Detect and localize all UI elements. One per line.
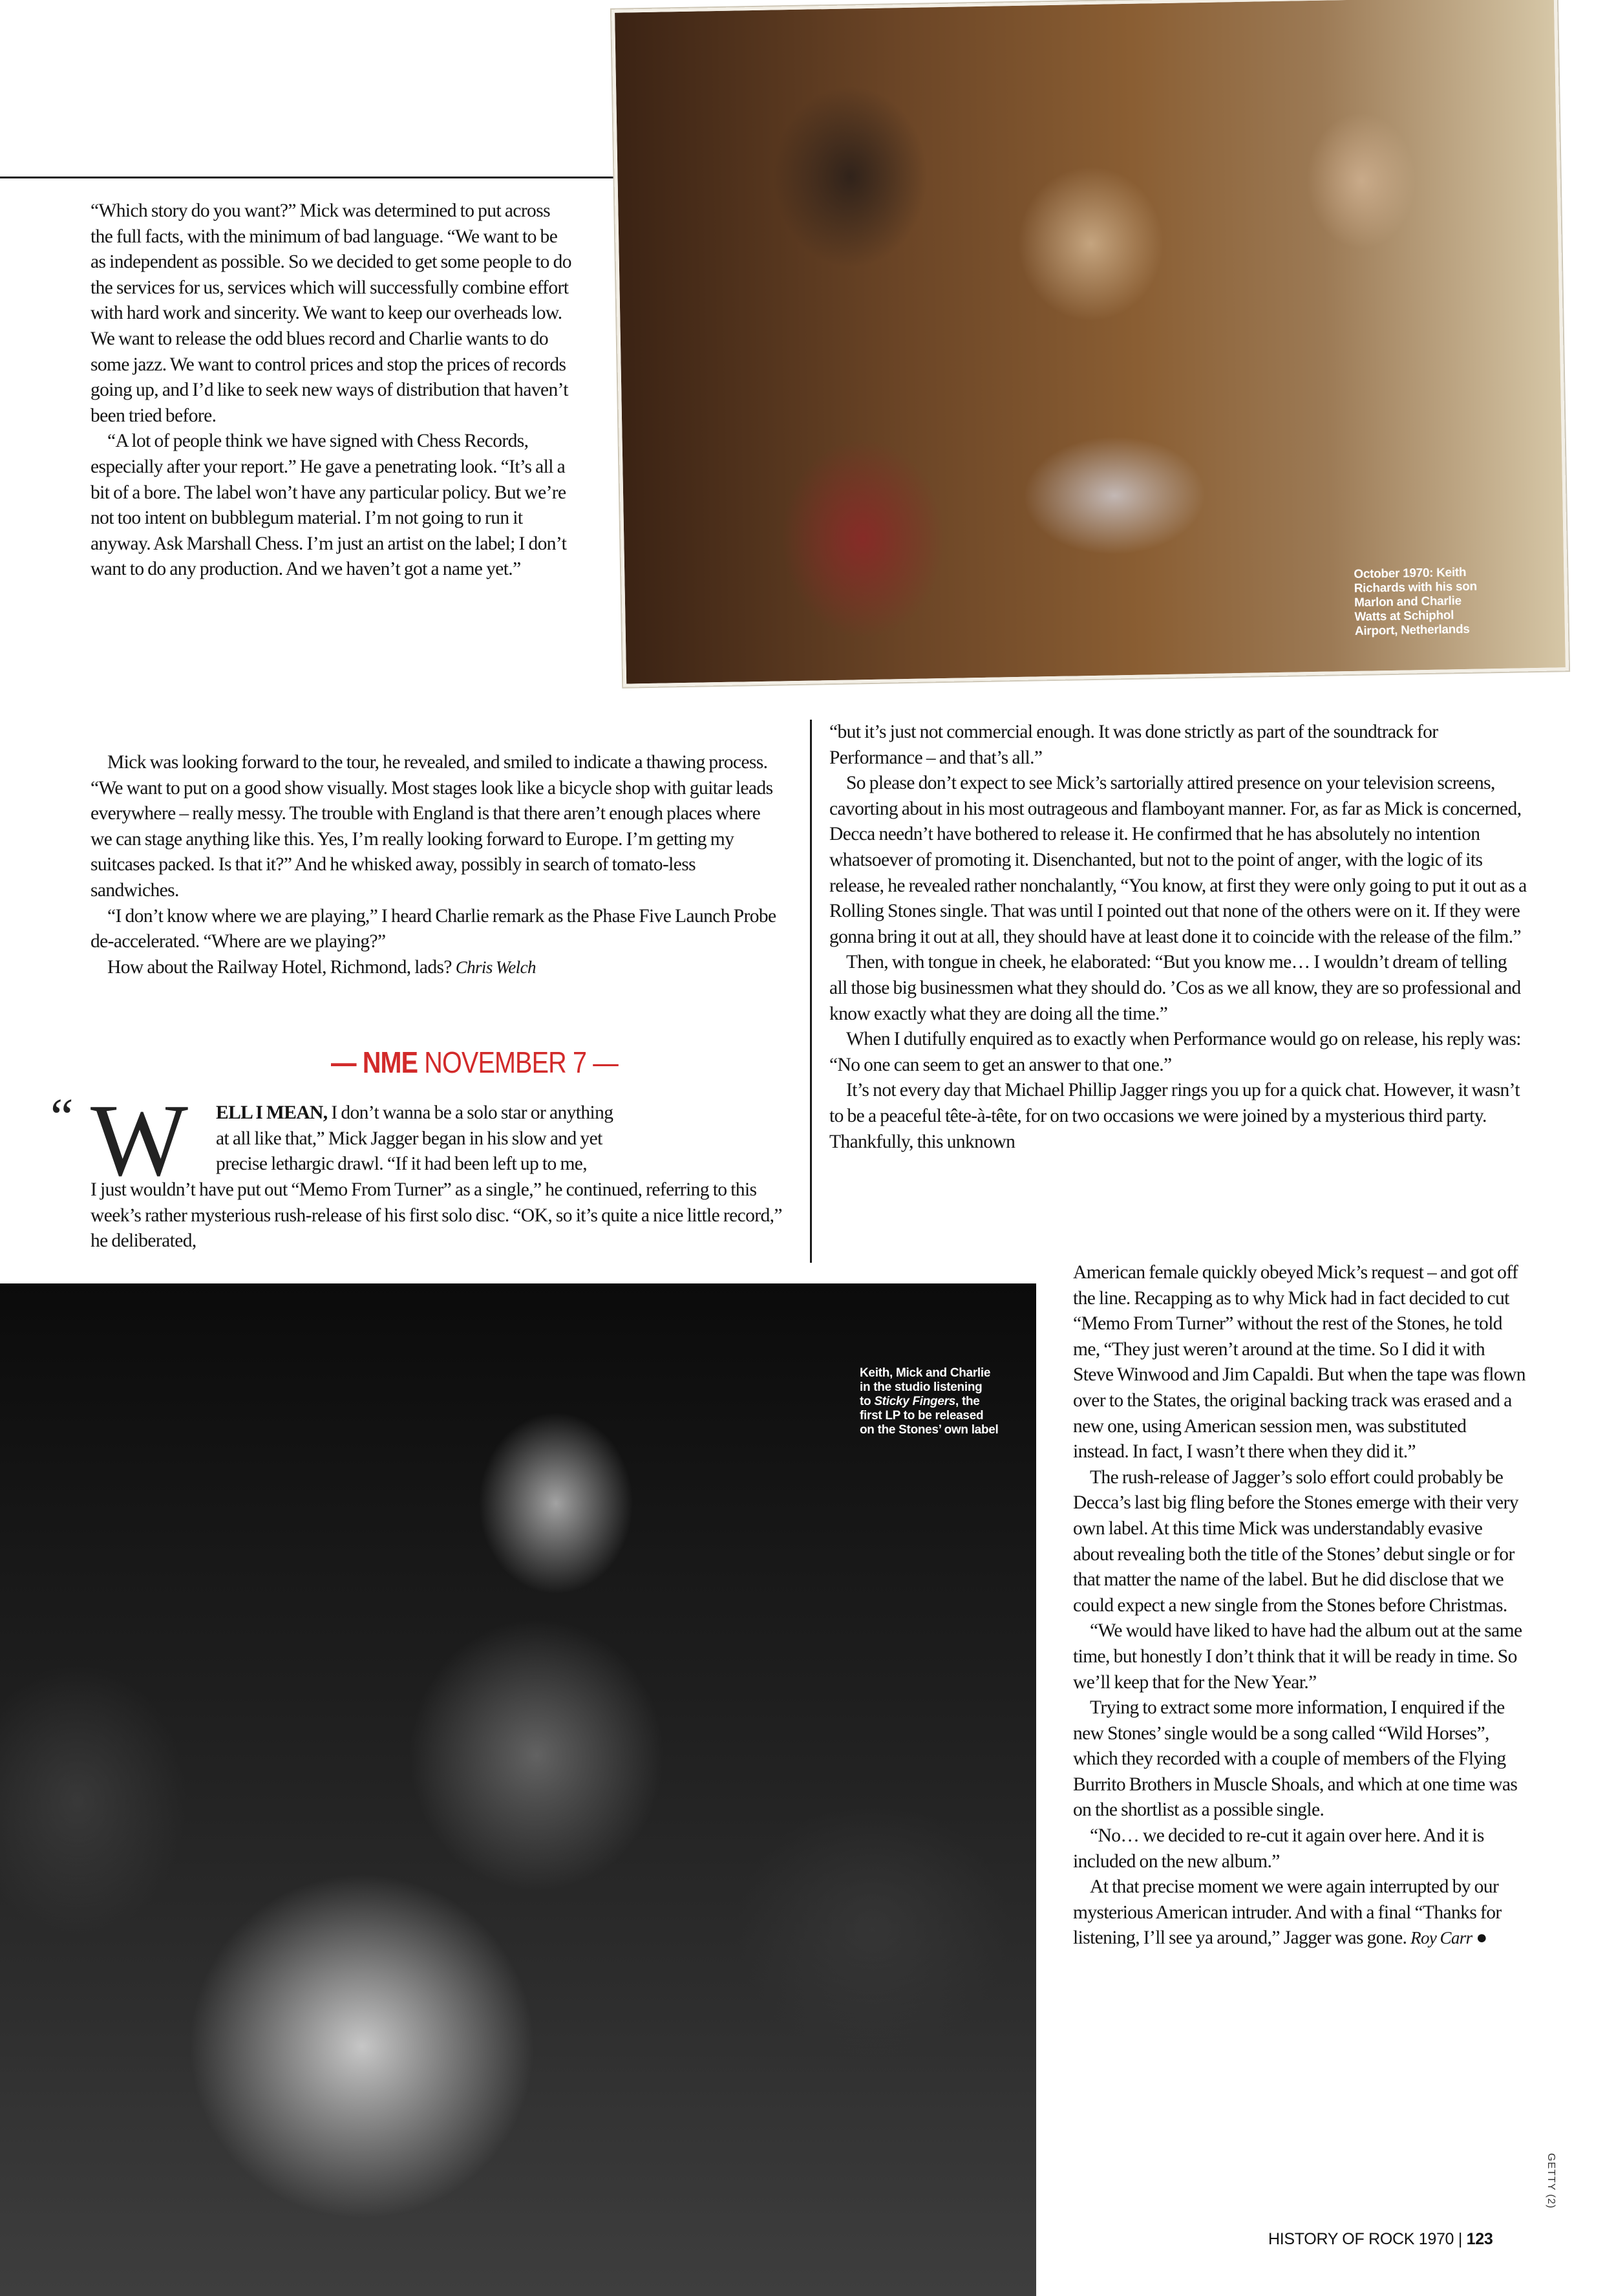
paragraph-text: How about the Railway Hotel, Richmond, lads?	[107, 956, 452, 978]
paragraph: “but it’s just not commercial enough. It was done strictly as part of the soundtrack for Performance – and that’s all.”	[829, 722, 1438, 768]
paragraph: I just wouldn’t have put out “Memo From Turner” as a single,” he continued, referring to this week’s rather mysterious rush-release of his first solo disc. “OK, so it’s quite a nice little record,” he deliberated,	[90, 1179, 782, 1252]
column-right	[1073, 1260, 1526, 1951]
paragraph: It’s not every day that Michael Phillip Jagger rings you up for a quick chat. However, it wasn’t to be a peaceful tête-à-tête, for on two occasions we were joined by a mysterious third party. Thankfully, this unknown	[829, 1080, 1520, 1152]
caption-line	[860, 1395, 999, 1409]
caption-line: Marlon and Charlie	[1354, 594, 1462, 610]
nov-intro-rest	[90, 1177, 785, 1254]
paragraph: “We would have liked to have had the album out at the same time, but honestly I don’t think that it will be ready in time. So we’ll keep that for the New Year.”	[1073, 1620, 1522, 1693]
end-bullet-icon: ●	[1476, 1927, 1487, 1949]
top-rule	[0, 177, 621, 178]
paragraph: So please don’t expect to see Mick’s sartorially attired presence on your television screens, cavorting about in his most outrageous and flamboyant manner. For, as far as Mick is concerned, Decca needn’t have bothered to release it. He confirmed that he has absolutely no intention whatsoever of promoting it. Disenchanted, but not to the point of anger, with the logic of its release, he revealed rather nonchalantly, “You know, at first they were only going to put it out as a Rolling Stones single. That was until I pointed out that none of the others were on it. If they were gonna bring it out at all, they should have at least done it to coincide with the release of the film.”	[829, 773, 1527, 947]
dropcap-quote: “	[50, 1089, 74, 1146]
caption-line: Richards with his son	[1354, 579, 1478, 595]
folio-separator: |	[1454, 2230, 1467, 2248]
page-number: 123	[1466, 2230, 1493, 2248]
paragraph	[90, 955, 779, 981]
caption-line: in the studio listening	[860, 1380, 983, 1394]
paragraph: Then, with tongue in cheek, he elaborated: “But you know me… I wouldn’t dream of telling all those big businessmen what they should do. ’Cos as we all know, they are so professional and know exactly what they are doing all the time.”	[829, 952, 1521, 1024]
photo-caption-top	[1354, 566, 1478, 639]
column-divider	[810, 720, 812, 1263]
paragraph	[1073, 1874, 1526, 1951]
page-folio	[1268, 2230, 1493, 2249]
photo-keith-marlon-charlie	[611, 0, 1569, 687]
date-label: NOVEMBER 7 —	[424, 1046, 618, 1079]
caption-text: , the	[955, 1395, 980, 1408]
intro-lead: ELL I MEAN,	[216, 1102, 328, 1123]
intro-line: at all like that,” Mick Jagger began in his slow and yet	[216, 1128, 602, 1149]
caption-line: on the Stones’ own label	[860, 1423, 999, 1437]
nov-intro-lines	[216, 1100, 785, 1177]
byline: Chris Welch	[455, 957, 536, 977]
section-date-heading	[331, 1045, 618, 1080]
paragraph-text: At that precise moment we were again interrupted by our mysterious American intruder. And with a final “Thanks for listening, I’ll see ya around,” Jagger was gone.	[1073, 1876, 1502, 1949]
column-left-mid	[90, 750, 779, 980]
byline: Roy Carr	[1410, 1928, 1472, 1948]
paragraph: When I dutifully enquired as to exactly when Performance would go on release, his reply was: “No one can seem to get an answer to that one.”	[829, 1029, 1521, 1075]
caption-line: Airport, Netherlands	[1354, 622, 1470, 638]
caption-line: October 1970: Keith	[1354, 565, 1467, 581]
paragraph: “Which story do you want?” Mick was determined to put across the full facts, with the minimum of bad language. “We want to be as independent as possible. So we decided to get some people to do the services for us, services which will successfully combine effort with hard work and sincerity. We want to keep our overheads low. We want to release the odd blues record and Charlie wants to do some jazz. We want to control prices and stop the prices of records going up, and I’d like to seek new ways of distribution that haven’t been tried before.	[90, 200, 571, 426]
paragraph: Trying to extract some more information, I enquired if the new Stones’ single would be a song called “Wild Horses”, which they recorded with a couple of members of the Flying Burrito Brothers in Muscle Shoals, and which at one time was on the shortlist as a possible single.	[1073, 1697, 1518, 1821]
intro-line: precise lethargic drawl. “If it had been left up to me,	[216, 1153, 588, 1175]
caption-line: first LP to be released	[860, 1409, 984, 1422]
dropcap-letter: W	[90, 1082, 189, 1197]
photo-studio-sticky-fingers	[0, 1283, 1036, 2296]
nme-label: — NME	[331, 1046, 425, 1079]
paragraph: “No… we decided to re-cut it again over here. And it is included on the new album.”	[1073, 1825, 1484, 1872]
photo-credit: GETTY (2)	[1546, 2153, 1557, 2209]
caption-text: to	[860, 1395, 875, 1408]
caption-line: Watts at Schiphol	[1354, 608, 1454, 624]
intro-text: I don’t wanna be a solo star or anything	[327, 1102, 613, 1123]
paragraph: “I don’t know where we are playing,” I heard Charlie remark as the Phase Five Launch Probe de-accelerated. “Where are we playing?”	[90, 905, 776, 952]
photo-caption-bottom	[860, 1366, 999, 1437]
paragraph: American female quickly obeyed Mick’s request – and got off the line. Recapping as to why Mick had in fact decided to cut “Memo From Turner” without the rest of the Stones, he told me, “They just weren’t around at the time. So I did it with Steve Winwood and Jim Capaldi. But when the tape was flown over to the States, the original backing track was erased and a new one, using American session men, was substituted instead. In fact, I wasn’t there when they did it.”	[1073, 1262, 1526, 1463]
paragraph: The rush-release of Jagger’s solo effort could probably be Decca’s last big fling before the Stones emerge with their very own label. At this time Mick was understandably evasive about revealing both the title of the Stones’ debut single or for that matter the name of the label. But he did disclose that we could expect a new single from the Stones before Christmas.	[1073, 1466, 1518, 1616]
folio-title: HISTORY OF ROCK 1970	[1268, 2230, 1454, 2248]
column-left-top	[90, 198, 572, 583]
caption-album-title: Sticky Fingers	[874, 1395, 955, 1408]
caption-line: Keith, Mick and Charlie	[860, 1366, 991, 1380]
intro-line	[216, 1100, 785, 1126]
paragraph: “A lot of people think we have signed with Chess Records, especially after your report.” He gave a penetrating look. “It’s all a bit of a bore. The label won’t have any particular policy. But we’re not too intent on bubblegum material. I’m not going to run it anyway. Ask Marshall Chess. I’m just an artist on the label; I don’t want to do any production. And we haven’t got a name yet.”	[90, 431, 567, 580]
paragraph: Mick was looking forward to the tour, he revealed, and smiled to indicate a thawing process. “We want to put on a good show visually. Most stages look like a bicycle shop with guitar leads everywhere – really messy. The trouble with England is that there aren’t enough places where we can stage anything like this. Yes, I’m really looking forward to Europe. I’m getting my suitcases packed. Is that it?” And he whisked away, possibly in search of tomato-less sandwiches.	[90, 752, 773, 901]
column-middle	[829, 720, 1527, 1155]
